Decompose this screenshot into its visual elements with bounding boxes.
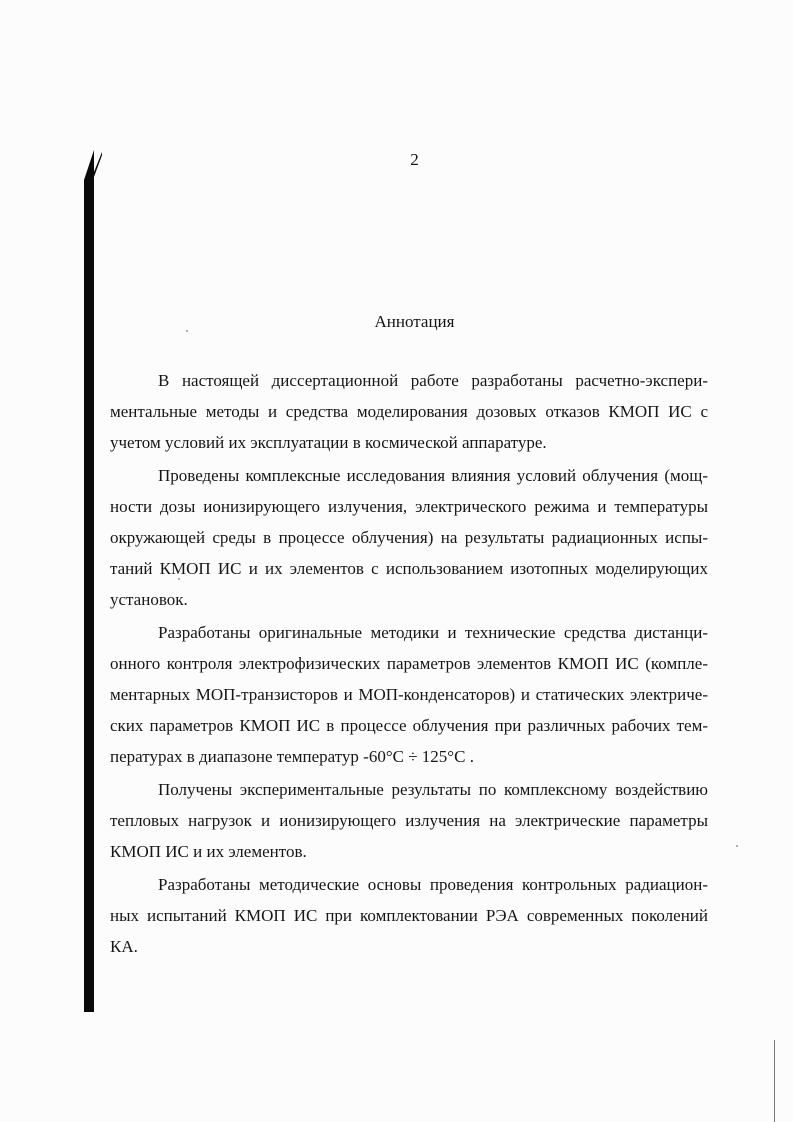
text-line: установок. bbox=[110, 590, 188, 609]
abstract-heading: Аннотация bbox=[374, 312, 455, 331]
text-line: Получены экспериментальные результаты по комплексному воздействию bbox=[158, 780, 708, 799]
text-line: ментарных МОП-транзисторов и МОП-конденсаторов) и статических электриче- bbox=[110, 685, 708, 704]
paragraph-3 bbox=[110, 623, 708, 778]
text-line: Проведены комплексные исследования влияния условий облучения (мощ- bbox=[158, 466, 708, 485]
text-line: КМОП ИС и их элементов. bbox=[110, 842, 307, 861]
text-line: Разработаны методические основы проведения контрольных радиацион- bbox=[158, 875, 708, 894]
text-line: окружающей среды в процессе облучения) на результаты радиационных испы- bbox=[110, 528, 708, 547]
scan-speck bbox=[736, 845, 738, 847]
text-line: таний КМОП ИС и их элементов с использованием изотопных моделирующих bbox=[110, 559, 708, 578]
text-line: учетом условий их эксплуатации в космической аппаратуре. bbox=[110, 433, 547, 452]
scan-edge-line bbox=[774, 1040, 775, 1122]
text-line: ности дозы ионизирующего излучения, электрического режима и температуры bbox=[110, 497, 708, 516]
paragraph-1 bbox=[110, 371, 708, 464]
paragraph-2 bbox=[110, 466, 708, 621]
text-line: онного контроля электрофизических параметров элементов КМОП ИС (компле- bbox=[110, 654, 708, 673]
abstract-body bbox=[110, 371, 708, 968]
text-line: КА. bbox=[110, 937, 138, 956]
text-line: тепловых нагрузок и ионизирующего излучения на электрические параметры bbox=[110, 811, 708, 830]
text-line: пературах в диапазоне температур -60°С ÷ 125°С . bbox=[110, 747, 474, 766]
page-number: 2 bbox=[410, 150, 419, 169]
text-line: ментальные методы и средства моделирования дозовых отказов КМОП ИС с bbox=[110, 402, 708, 421]
paragraph-4 bbox=[110, 780, 708, 873]
scan-margin-shadow bbox=[84, 150, 94, 1012]
text-line: ских параметров КМОП ИС в процессе облучения при различных рабочих тем- bbox=[110, 716, 708, 735]
text-line: В настоящей диссертационной работе разработаны расчетно-экспери- bbox=[158, 371, 708, 390]
text-line: ных испытаний КМОП ИС при комплектовании РЭА современных поколений bbox=[110, 906, 708, 925]
text-line: Разработаны оригинальные методики и технические средства дистанци- bbox=[158, 623, 708, 642]
paragraph-5 bbox=[110, 875, 708, 968]
